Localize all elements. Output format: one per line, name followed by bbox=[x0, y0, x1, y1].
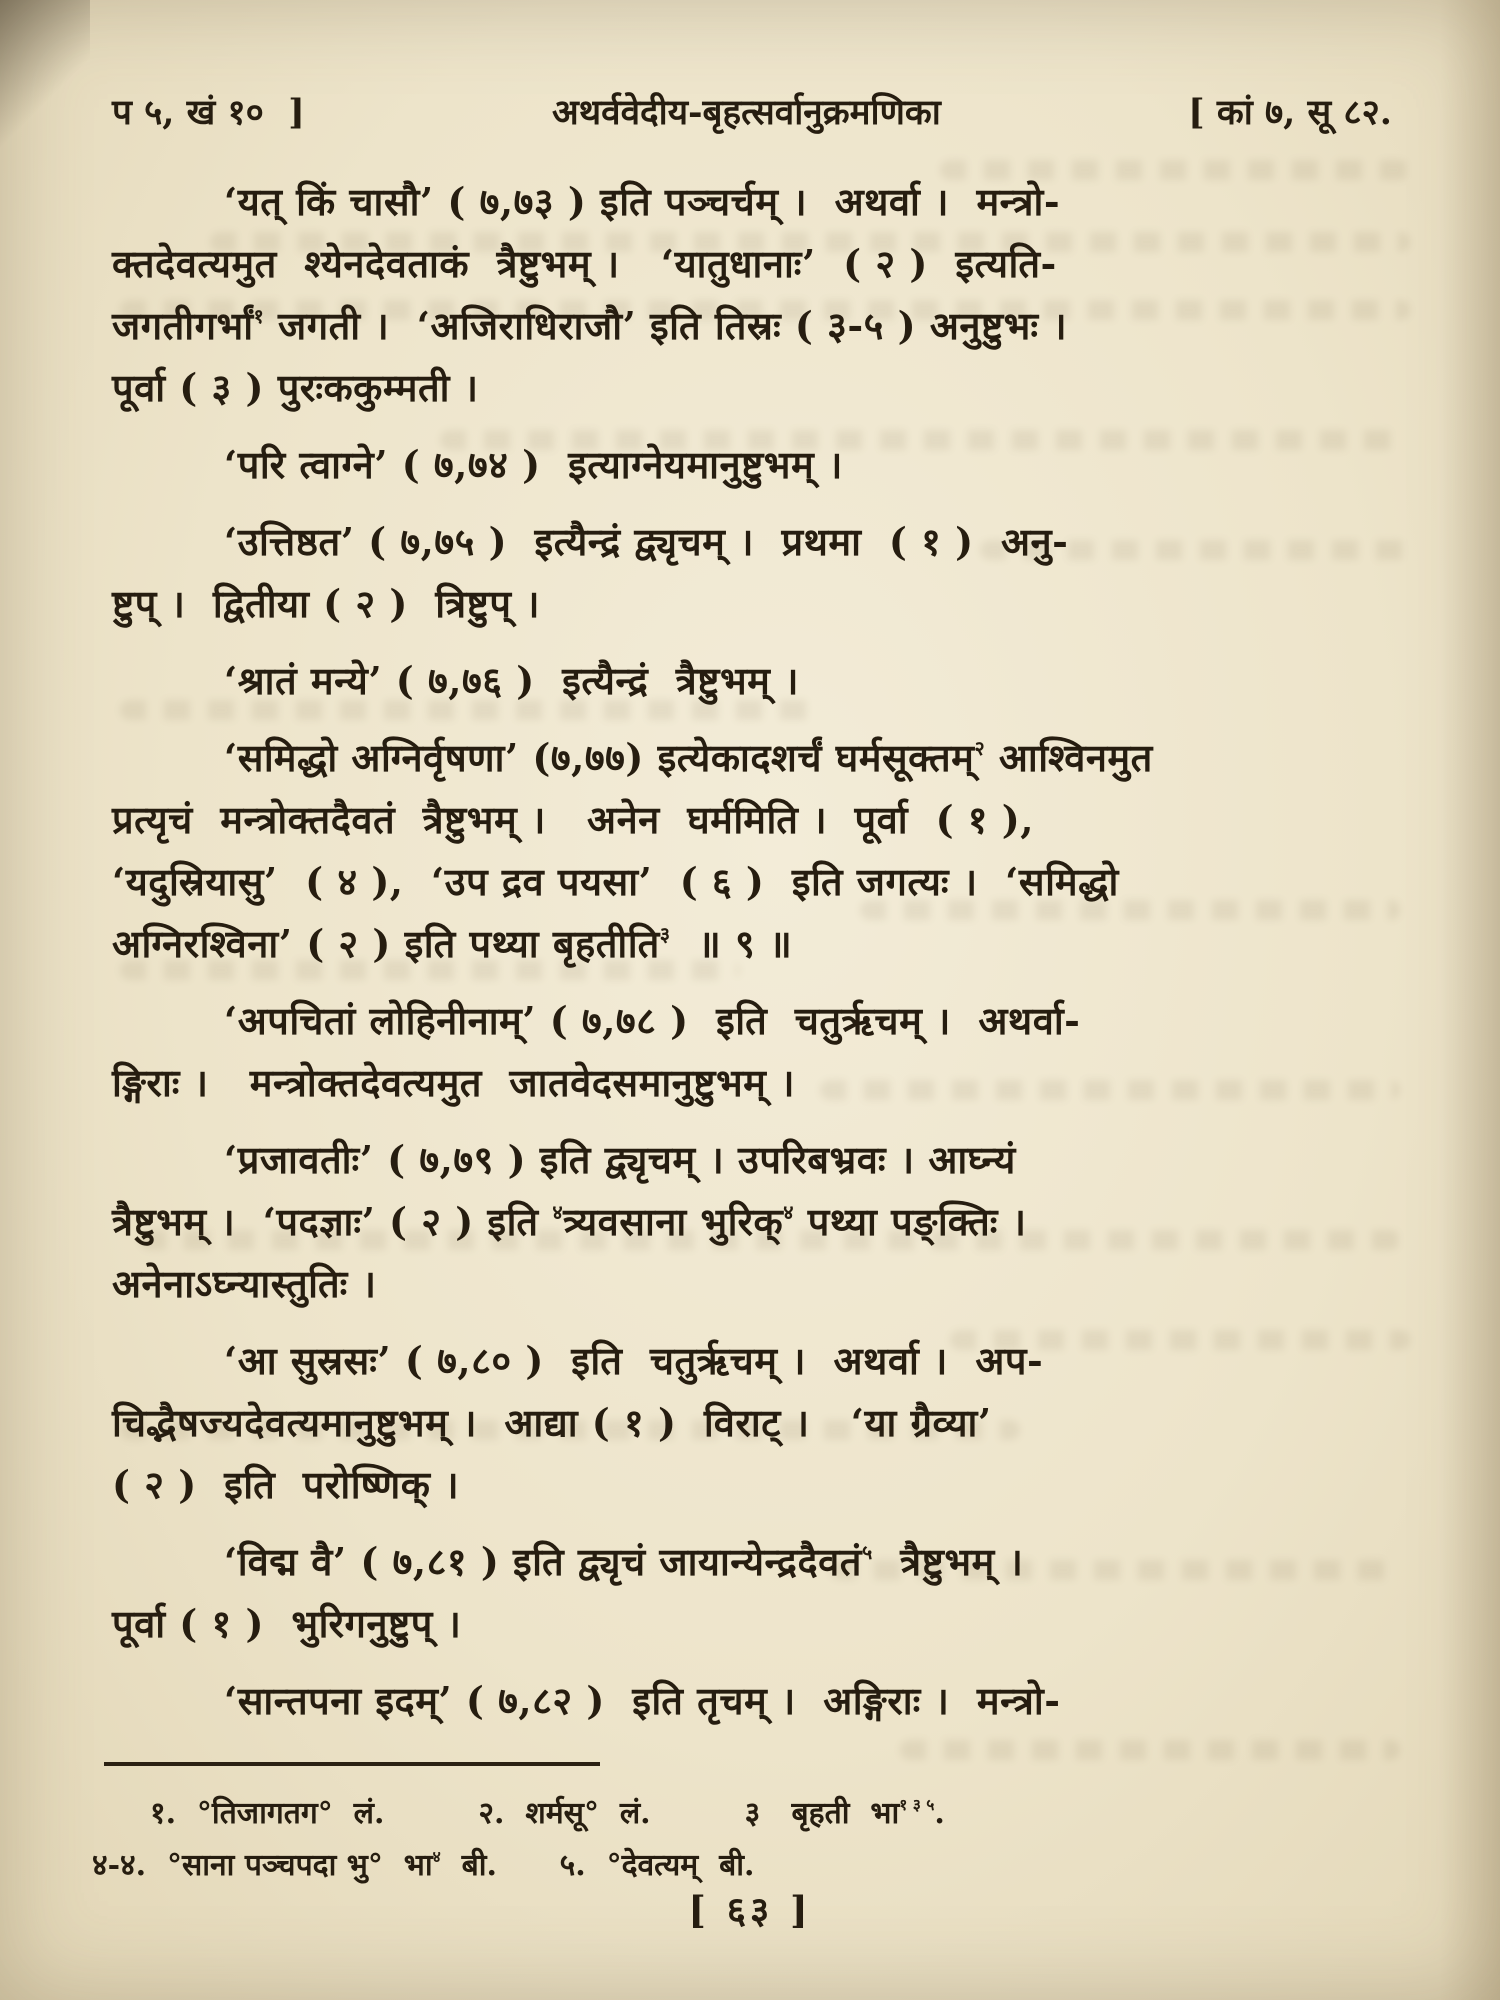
text-segment: ङ्गिराः । मन्त्रोक्तदेवत्यमुत जातवेदसमानुष्टुभम् । bbox=[112, 1060, 796, 1105]
text-segment: त्रैष्टुभम् । ‘पदज्ञाः’ ( २ ) इति bbox=[112, 1199, 553, 1244]
main-text-block bbox=[0, 135, 1500, 1732]
footnote-separator-rule bbox=[104, 1762, 600, 1766]
body-line bbox=[112, 573, 1396, 635]
body-line bbox=[112, 171, 1396, 233]
header-kanda-sukta-right: [ कां ७, सू ८२. bbox=[1188, 92, 1392, 133]
paragraph-1 bbox=[112, 171, 1396, 419]
text-segment: ‘विद्म वै’ ( ७,८१ ) इति द्व्यृचं जायान्येन्द्रदैवतं bbox=[224, 1539, 862, 1584]
body-line bbox=[112, 1330, 1396, 1392]
text-segment: त्रैष्टुभम् । bbox=[872, 1539, 1024, 1584]
footnote-marker: ४ bbox=[552, 1200, 564, 1225]
paragraph-7 bbox=[112, 1129, 1396, 1315]
body-line bbox=[112, 1454, 1396, 1516]
body-line bbox=[112, 650, 1396, 712]
footnote-marker: ४ bbox=[783, 1200, 795, 1225]
body-line bbox=[112, 233, 1396, 295]
body-line bbox=[112, 1253, 1396, 1315]
body-line bbox=[112, 1052, 1396, 1114]
body-line bbox=[112, 851, 1396, 913]
text-segment: जगती । ‘अजिराधिराजौ’ इति तिस्रः ( ३-५ ) अनुष्टुभः । bbox=[264, 303, 1068, 348]
text-segment: अग्निरश्विना’ ( २ ) इति पथ्या बृहतीति bbox=[112, 921, 660, 966]
body-line bbox=[112, 1593, 1396, 1655]
text-segment: ( २ ) इति परोष्णिक् । bbox=[112, 1462, 460, 1507]
body-line bbox=[112, 990, 1396, 1052]
footnotes-container bbox=[92, 1788, 1396, 1892]
footnote-marker: ५ bbox=[861, 1540, 873, 1565]
footnote-marker: ३ bbox=[659, 922, 671, 947]
paragraph-9 bbox=[112, 1531, 1396, 1655]
footnotes-block bbox=[0, 1780, 1500, 1892]
body-line bbox=[112, 1670, 1396, 1732]
text-segment: ४-४. °साना पञ्चपदा भु° भा bbox=[92, 1848, 433, 1883]
body-line bbox=[112, 913, 1396, 975]
text-segment: ‘परि त्वाग्ने’ ( ७,७४ ) इत्याग्नेयमानुष्टुभम् । bbox=[224, 442, 843, 487]
footnote-marker: ४ bbox=[432, 1847, 441, 1866]
text-segment: ‘अपचितां लोहिनीनाम्’ ( ७,७८ ) इति चतुर्ऋचम् । अथर्वा- bbox=[224, 998, 1081, 1043]
bleed-through-artifact bbox=[900, 1740, 1400, 1760]
text-segment: त्र्यवसाना भुरिक् bbox=[563, 1199, 784, 1244]
text-segment: जगतीगर्भां bbox=[112, 303, 254, 348]
paragraph-6 bbox=[112, 990, 1396, 1114]
text-segment: ‘प्रजावतीः’ ( ७,७९ ) इति द्व्यृचम् । उपरिबभ्रवः । आघ्न्यं bbox=[224, 1137, 1016, 1182]
text-segment: . bbox=[934, 1796, 945, 1831]
footnote-marker: २ bbox=[974, 736, 986, 761]
text-segment: ‘समिद्धो अग्निर्वृषणा’ (७,७७) इत्येकादशर्चं घर्मसूक्तम् bbox=[224, 735, 975, 780]
text-segment: पूर्वा ( १ ) भुरिगनुष्टुप् । bbox=[112, 1601, 462, 1646]
text-segment: ‘श्रातं मन्ये’ ( ७,७६ ) इत्यैन्द्रं त्रैष्टुभम् । bbox=[224, 658, 800, 703]
body-line bbox=[112, 295, 1396, 357]
body-line bbox=[112, 727, 1396, 789]
text-segment: चिद्भैषज्यदेवत्यमानुष्टुभम् । आद्या ( १ ) विराट् । ‘या ग्रैव्या’ bbox=[112, 1400, 992, 1445]
body-line bbox=[112, 357, 1396, 419]
text-segment: ॥ ९ ॥ bbox=[670, 921, 793, 966]
header-book-title: अथर्ववेदीय-बृहत्सर्वानुक्रमणिका bbox=[552, 92, 941, 133]
text-segment: ‘यत् किं चासौ’ ( ७,७३ ) इति पञ्चर्चम् । अथर्वा । मन्त्रो- bbox=[224, 179, 1061, 224]
page-number: [ ६३ ] bbox=[688, 1888, 812, 1932]
text-segment: ‘आ सुस्रसः’ ( ७,८० ) इति चतुर्ऋचम् । अथर्वा । अप- bbox=[224, 1338, 1044, 1383]
header-folio-left: प ५, खं १० ] bbox=[112, 92, 305, 133]
text-segment: बी. ५. °देवत्यम् बी. bbox=[440, 1848, 755, 1883]
paragraph-10 bbox=[112, 1670, 1396, 1732]
paragraph-8 bbox=[112, 1330, 1396, 1516]
body-line bbox=[112, 1191, 1396, 1253]
text-segment: ‘सान्तपना इदम्’ ( ७,८२ ) इति तृचम् । अङ्गिराः । मन्त्रो- bbox=[224, 1678, 1061, 1723]
text-segment: अनेनाऽघ्न्यास्तुतिः । bbox=[112, 1261, 377, 1306]
body-line bbox=[112, 434, 1396, 496]
text-segment: पथ्या पङ्क्तिः । bbox=[794, 1199, 1027, 1244]
text-segment: ‘उत्तिष्ठत’ ( ७,७५ ) इत्यैन्द्रं द्व्यृचम् । प्रथमा ( १ ) अनु- bbox=[224, 519, 1069, 564]
body-line bbox=[112, 789, 1396, 851]
paragraph-2 bbox=[112, 434, 1396, 496]
footnote-line bbox=[92, 1788, 1396, 1840]
text-segment: पूर्वा ( ३ ) पुरःककुम्मती । bbox=[112, 365, 479, 410]
text-segment: प्रत्यृचं मन्त्रोक्तदैवतं त्रैष्टुभम् । अनेन घर्ममिति । पूर्वा ( १ ), bbox=[112, 797, 1034, 842]
text-segment: आश्विनमुत bbox=[985, 735, 1153, 780]
body-line bbox=[112, 1531, 1396, 1593]
body-line bbox=[112, 1129, 1396, 1191]
text-segment: क्तदेवत्यमुत श्येनदेवताकं त्रैष्टुभम् । ‘यातुधानाः’ ( २ ) इत्यति- bbox=[112, 241, 1057, 286]
paragraph-5 bbox=[112, 727, 1396, 975]
footnote-marker: १ ३ ५ bbox=[899, 1795, 935, 1814]
paragraph-4 bbox=[112, 650, 1396, 712]
footnote-marker: १ bbox=[253, 304, 265, 329]
body-line bbox=[112, 511, 1396, 573]
paragraph-3 bbox=[112, 511, 1396, 635]
text-segment: ‘यदुस्रियासु’ ( ४ ), ‘उप द्रव पयसा’ ( ६ ) इति जगत्यः । ‘समिद्धो bbox=[112, 859, 1119, 904]
text-segment: १. °तिजागतग° लं. २. शर्मसू° लं. ३ बृहती भा bbox=[150, 1796, 900, 1831]
running-header bbox=[0, 0, 1500, 135]
paragraphs-container bbox=[112, 171, 1396, 1732]
text-segment: ष्टुप् । द्वितीया ( २ ) त्रिष्टुप् । bbox=[112, 581, 541, 626]
body-line bbox=[112, 1392, 1396, 1454]
